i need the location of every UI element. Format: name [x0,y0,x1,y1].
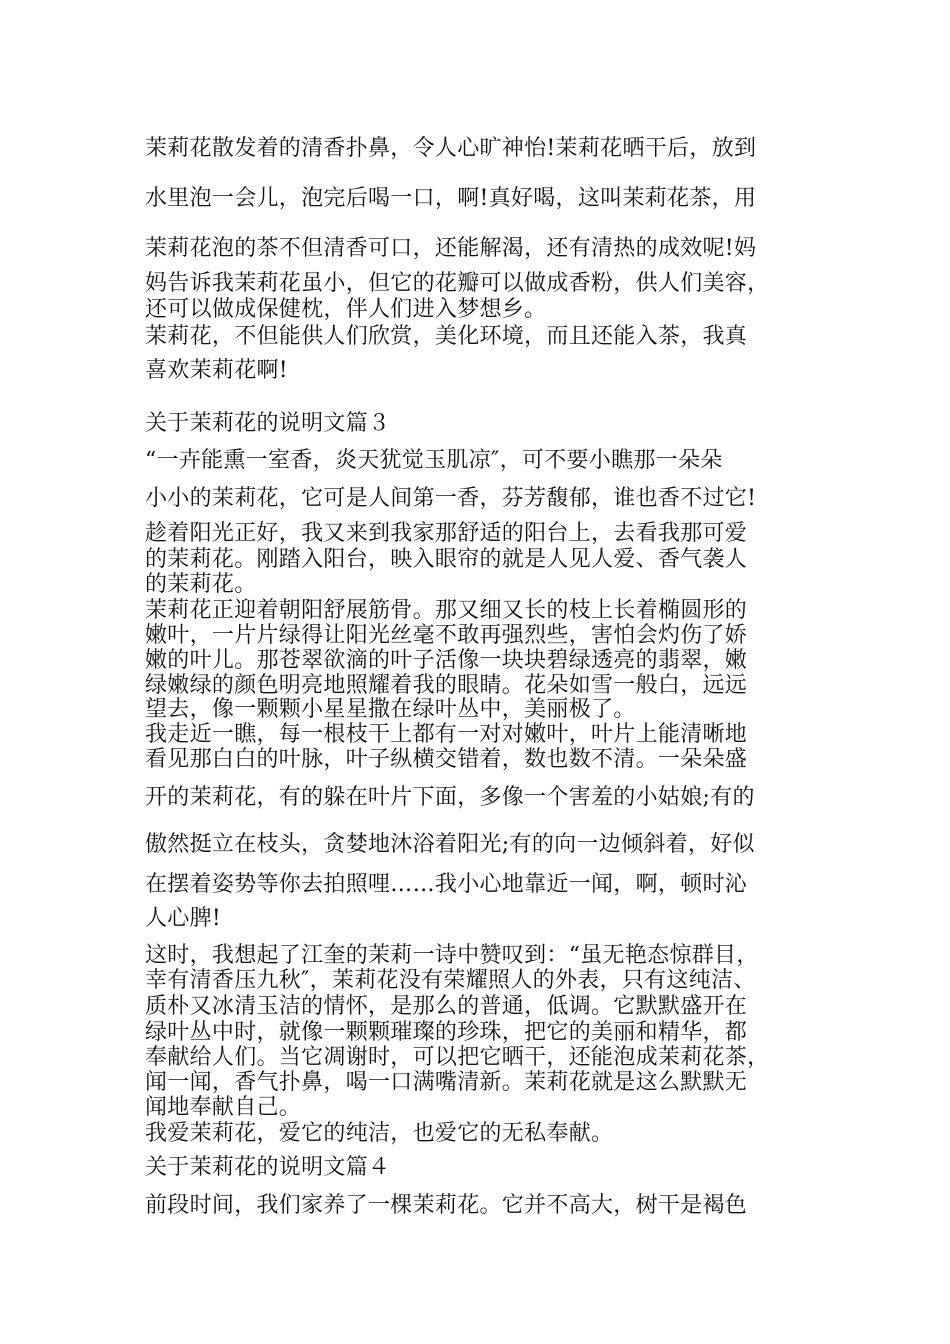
paragraph-line: 嫩的叶儿。那苍翠欲滴的叶子活像一块块碧绿透亮的翡翠，嫩 [145,648,748,673]
paragraph-line: 闻一闻，香气扑鼻，喝一口满嘴清新。茉莉花就是这么默默无 [145,1070,748,1095]
paragraph-line: 还可以做成保健枕，伴人们进入梦想乡。 [145,297,547,322]
paragraph-line: 望去，像一颗颗小星星撒在绿叶丛中，美丽极了。 [145,697,636,722]
paragraph-line: 傲然挺立在枝头，贪婪地沐浴着阳光;有的向一边倾斜着，好似 [145,832,755,857]
paragraph-line: 茉莉花泡的茶不但清香可口，还能解渴，还有清热的成效呢!妈 [145,236,757,261]
paragraph-line: 水里泡一会儿，泡完后喝一口，啊!真好喝，这叫茉莉花茶，用 [145,186,757,211]
paragraph-line: 茉莉花正迎着朝阳舒展筋骨。那又细又长的枝上长着椭圆形的 [145,598,748,623]
paragraph-line: 前段时间，我们家养了一棵茉莉花。它并不高大，树干是褐色 [145,1193,748,1218]
paragraph-line: 在摆着姿势等你去拍照哩……我小心地靠近一闻，啊，顿时沁 [145,872,748,897]
paragraph-line: 我走近一瞧，每一根枝干上都有一对对嫩叶，叶片上能清晰地 [145,722,748,747]
paragraph-line: 幸有清香压九秋″，茉莉花没有荣耀照人的外表，只有这纯洁、 [145,968,756,993]
paragraph-line: “一卉能熏一室香，炎天犹觉玉肌凉″，可不要小瞧那一朵朵 [145,448,723,473]
paragraph-line: 嫩叶，一片片绿得让阳光丝毫不敢再强烈些，害怕会灼伤了娇 [145,623,748,648]
paragraph-line: 的茉莉花。刚踏入阳台，映入眼帘的就是人见人爱、香气袭人 [145,547,748,572]
paragraph-line: 喜欢茉莉花啊! [145,358,288,383]
paragraph-line: 趁着阳光正好，我又来到我家那舒适的阳台上，去看我那可爱 [145,521,748,546]
paragraph-line: 妈告诉我茉莉花虽小，但它的花瓣可以做成香粉，供人们美容， [145,271,770,296]
paragraph-line: 闻地奉献自己。 [145,1095,302,1120]
paragraph-line: 人心脾! [145,906,222,931]
paragraph-line: 绿叶丛中时，就像一颗颗璀璨的珍珠，把它的美丽和精华，都 [145,1020,748,1045]
paragraph-line: 的茉莉花。 [145,572,257,597]
section-heading: 关于茉莉花的说明文篇４ [145,1155,391,1180]
paragraph-line: 我爱茉莉花，爱它的纯洁，也爱它的无私奉献。 [145,1121,614,1146]
paragraph-line: 质朴又冰清玉洁的情怀，是那么的普通，低调。它默默盛开在 [145,994,748,1019]
paragraph-line: 茉莉花，不但能供人们欣赏，美化环境，而且还能入茶，我真 [145,324,748,349]
paragraph-line: 这时，我想起了江奎的茉莉一诗中赞叹到：“虽无艳态惊群目， [145,943,759,968]
paragraph-line: 茉莉花散发着的清香扑鼻，令人心旷神怡!茉莉花晒干后，放到 [145,136,757,161]
section-heading: 关于茉莉花的说明文篇３ [145,411,391,436]
paragraph-line: 开的茉莉花，有的躲在叶片下面，多像一个害羞的小姑娘;有的 [145,785,755,810]
paragraph-line: 小小的茉莉花，它可是人间第一香，芬芳馥郁，谁也香不过它! [145,486,757,511]
paragraph-line: 看见那白白的叶脉，叶子纵横交错着，数也数不清。一朵朵盛 [145,747,748,772]
paragraph-line: 绿嫩绿的颜色明亮地照耀着我的眼睛。花朵如雪一般白，远远 [145,673,748,698]
paragraph-line: 奉献给人们。当它凋谢时，可以把它晒干，还能泡成茉莉花茶， [145,1045,770,1070]
